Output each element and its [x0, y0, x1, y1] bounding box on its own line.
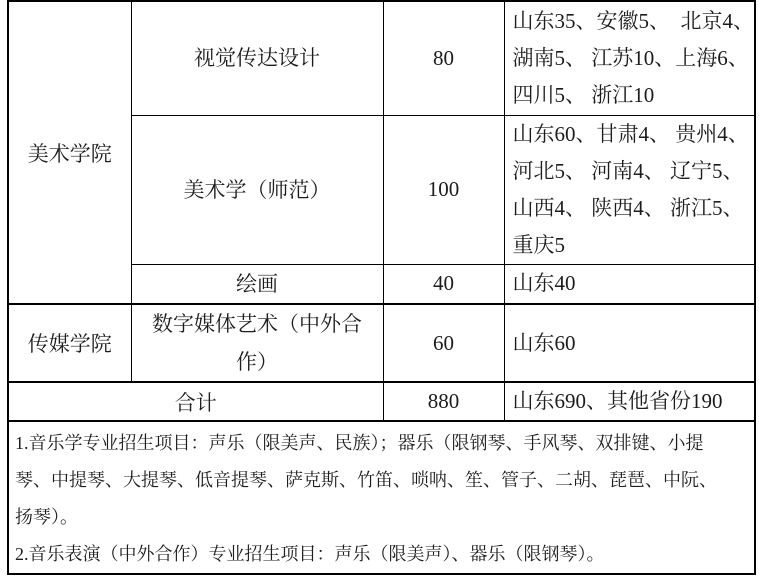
total-label-cell: 合计 [8, 382, 383, 421]
province-line: 山东35、安徽5、 北京4、 [512, 8, 754, 33]
province-line: 重庆5 [512, 232, 565, 257]
province-line: 山东60、甘肃4、 贵州4、 [512, 121, 749, 146]
province-line: 湖南5、 江苏10、上海6、 [512, 45, 749, 70]
total-count-cell: 880 [383, 382, 504, 421]
notes-cell [8, 421, 755, 574]
province-line: 山东690、其他省份190 [512, 389, 723, 413]
provinces-cell [504, 264, 755, 304]
count-cell: 60 [383, 304, 504, 382]
total-provinces-cell [504, 382, 755, 421]
total-row [8, 382, 755, 421]
province-line: 山西4、 陕西4、 浙江5、 [512, 195, 744, 220]
table-row [8, 1, 755, 115]
province-line: 山东40 [512, 271, 576, 296]
province-line: 四川5、 浙江10 [512, 82, 655, 107]
college-cell: 美术学院 [8, 1, 131, 304]
enrollment-table [7, 0, 756, 575]
table-row [8, 304, 755, 382]
major-cell: 视觉传达设计 [131, 1, 383, 115]
college-cell: 传媒学院 [8, 304, 131, 382]
count-cell: 100 [383, 115, 504, 264]
note-2: 2.音乐表演（中外合作）专业招生项目：声乐（限美声）、器乐（限钢琴）。 [15, 544, 605, 564]
major-cell: 美术学（师范） [131, 115, 383, 264]
notes-row [8, 421, 755, 574]
major-cell: 数字媒体艺术（中外合作） [131, 304, 383, 382]
major-cell: 绘画 [131, 264, 383, 304]
note-1: 1.音乐学专业招生项目：声乐（限美声、民族）；器乐（限钢琴、手风琴、双排键、小提琴、中提琴、大提琴、低音提琴、萨克斯、竹笛、唢呐、笙、管子、二胡、琵琶、中阮、扬琴）。 [15, 433, 717, 527]
count-cell: 80 [383, 1, 504, 115]
provinces-cell [504, 304, 755, 382]
provinces-cell [504, 115, 755, 264]
province-line: 山东60 [512, 330, 576, 355]
count-cell: 40 [383, 264, 504, 304]
provinces-cell [504, 1, 755, 115]
province-line: 河北5、 河南4、 辽宁5、 [512, 158, 744, 183]
